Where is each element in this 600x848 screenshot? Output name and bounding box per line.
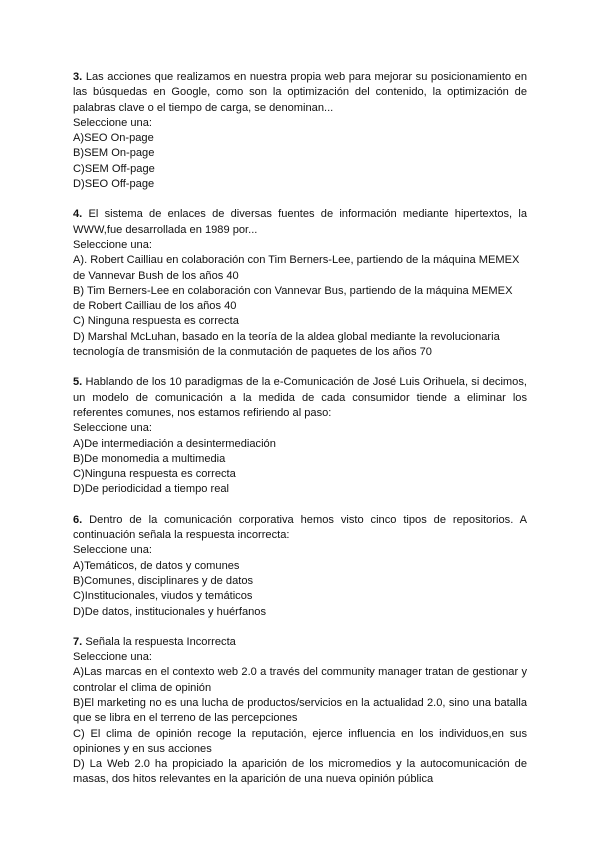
option-b: B)SEM On-page bbox=[73, 147, 155, 160]
question-stem bbox=[73, 207, 527, 238]
question-text: Hablando de los 10 paradigmas de la e-Comunicación de José Luis Orihuela, si decimos, un modelo de comunicación a la medida de cada consumidor tiende a eliminar los referentes comunes, nos estamos refiriendo al paso: bbox=[73, 376, 527, 419]
question-stem bbox=[73, 635, 527, 650]
question-text: El sistema de enlaces de diversas fuentes de información mediante hipertextos, la WWW,fue desarrollada en 1989 por... bbox=[73, 208, 527, 236]
option-a: A)SEO On-page bbox=[73, 132, 154, 145]
question-stem bbox=[73, 70, 527, 116]
question-3 bbox=[73, 70, 527, 192]
question-number: 4. bbox=[73, 208, 83, 221]
question-text: Señala la respuesta Incorrecta bbox=[85, 635, 236, 648]
option-c: C) El clima de opinión recoge la reputación, ejerce influencia en los individuos,en sus opiniones y en sus acciones bbox=[73, 727, 527, 755]
select-prompt: Seleccione una: bbox=[73, 238, 152, 251]
option-a: A)Las marcas en el contexto web 2.0 a través del community manager tratan de gestionar y controlar el clima de opinión bbox=[73, 666, 527, 694]
question-text: Dentro de la comunicación corporativa hemos visto cinco tipos de repositorios. A continuación señala la respuesta incorrecta: bbox=[73, 513, 527, 542]
question-5 bbox=[73, 375, 527, 497]
option-a: A)Temáticos, de datos y comunes bbox=[73, 559, 240, 572]
question-stem bbox=[73, 375, 527, 421]
question-4 bbox=[73, 207, 527, 360]
question-number: 5. bbox=[73, 376, 83, 389]
option-b: B)El marketing no es una lucha de productos/servicios en la actualidad 2.0, sino una batalla que se libra en el terreno de las percepciones bbox=[73, 696, 527, 725]
option-d: D) Marshal McLuhan, basado en la teoría de la aldea global mediante la revolucionaria tecnología de transmisión de la conmutación de paquetes de los años 70 bbox=[73, 330, 500, 359]
option-a: A). Robert Cailliau en colaboración con Tim Berners-Lee, partiendo de la máquina MEMEX de Vannevar Bush de los años 40 bbox=[73, 254, 520, 282]
option-a: A)De intermediación a desintermediación bbox=[73, 437, 276, 450]
option-c: C)SEM Off-page bbox=[73, 162, 155, 175]
question-text: Las acciones que realizamos en nuestra propia web para mejorar su posicionamiento en las búsquedas en Google, como son la optimización del contenido, la optimización de palabras clave o el tiempo de carga, se denominan... bbox=[73, 71, 527, 114]
option-d: D)De periodicidad a tiempo real bbox=[73, 483, 230, 496]
option-b: B)De monomedia a multimedia bbox=[73, 452, 226, 465]
select-prompt: Seleccione una: bbox=[73, 544, 152, 557]
question-number: 6. bbox=[73, 513, 83, 526]
option-d: D) La Web 2.0 ha propiciado la aparición de los micromedios y la autocomunicación de masas, dos hitos relevantes en la aparición de una nueva opinión pública bbox=[73, 758, 527, 786]
option-c: C)Ninguna respuesta es correcta bbox=[73, 468, 236, 481]
select-prompt: Seleccione una: bbox=[73, 116, 152, 129]
option-b: B)Comunes, disciplinares y de datos bbox=[73, 574, 254, 587]
question-stem bbox=[73, 513, 527, 544]
option-c: C)Institucionales, viudos y temáticos bbox=[73, 590, 253, 603]
option-d: D)SEO Off-page bbox=[73, 178, 155, 191]
option-d: D)De datos, institucionales y huérfanos bbox=[73, 605, 267, 618]
question-6 bbox=[73, 513, 527, 620]
option-c: C) Ninguna respuesta es correcta bbox=[73, 315, 239, 328]
question-number: 3. bbox=[73, 71, 83, 83]
select-prompt: Seleccione una: bbox=[73, 651, 152, 664]
question-7 bbox=[73, 635, 527, 788]
question-number: 7. bbox=[73, 635, 83, 648]
select-prompt: Seleccione una: bbox=[73, 422, 152, 435]
option-b: B) Tim Berners-Lee en colaboración con Vannevar Bus, partiendo de la máquina MEMEX de Robert Cailliau de los años 40 bbox=[73, 284, 513, 313]
